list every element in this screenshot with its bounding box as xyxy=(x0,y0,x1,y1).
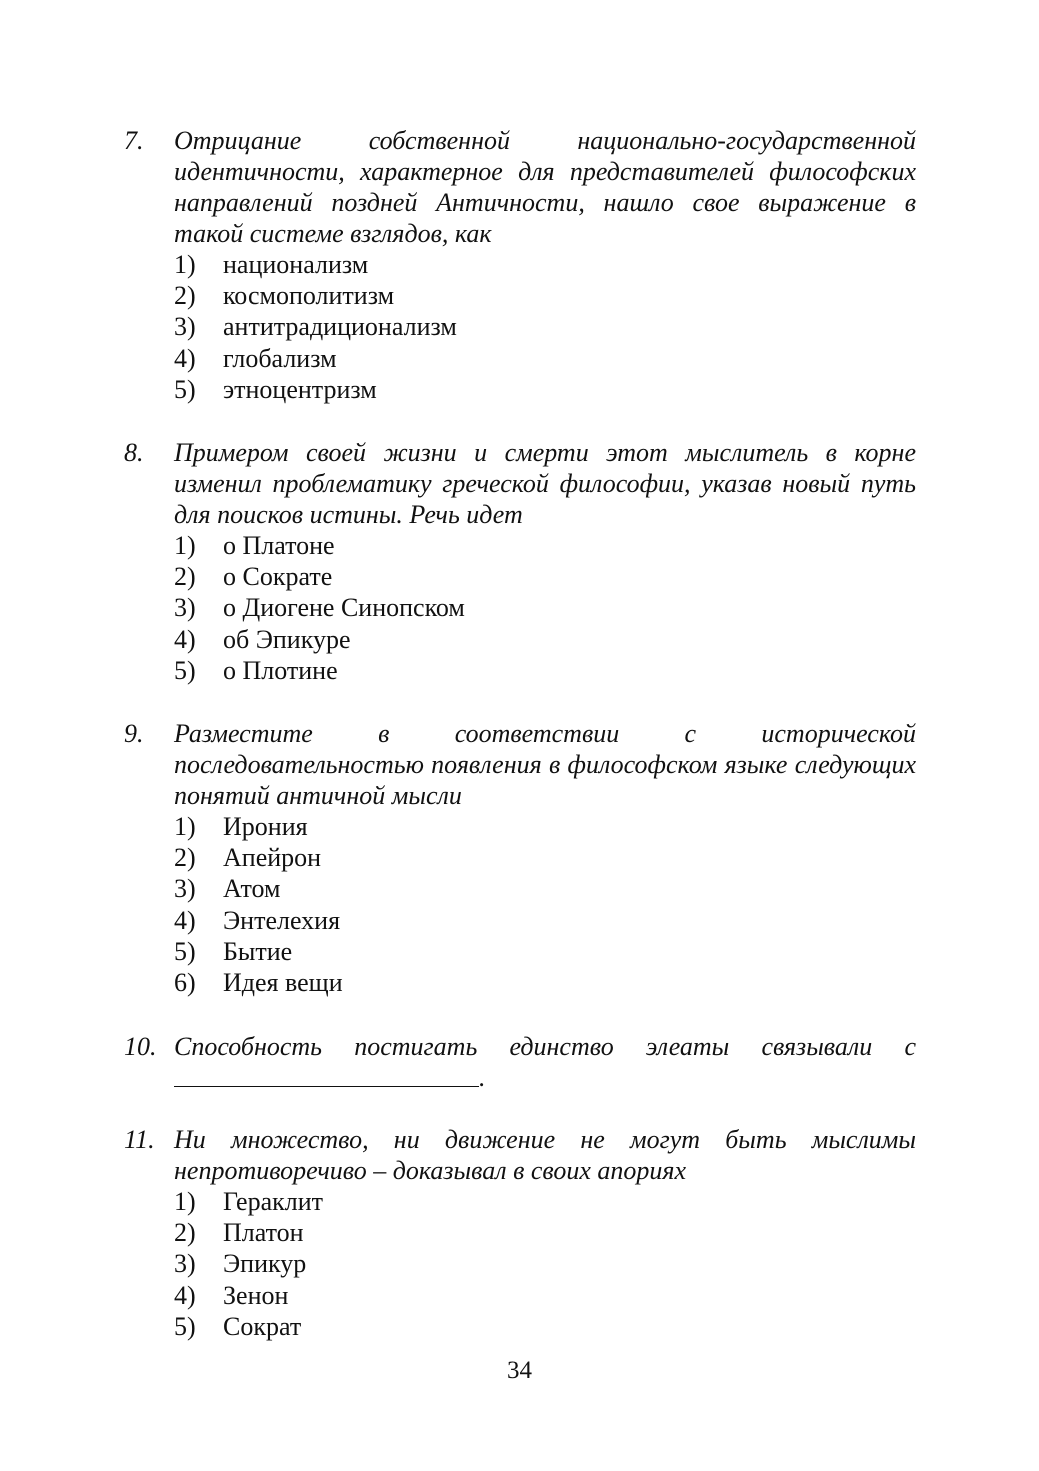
answer-option xyxy=(174,1248,916,1279)
option-number: 6) xyxy=(174,967,196,997)
blank-period: . xyxy=(479,1063,486,1092)
question-11 xyxy=(124,1124,916,1342)
option-number: 2) xyxy=(174,281,196,311)
option-label: о Плотине xyxy=(223,655,338,685)
option-number: 3) xyxy=(174,312,196,342)
answer-option xyxy=(174,592,916,623)
answer-option xyxy=(174,811,916,842)
option-number: 2) xyxy=(174,1218,196,1248)
option-number: 4) xyxy=(174,1280,196,1310)
option-number: 3) xyxy=(174,1249,196,1279)
answer-option xyxy=(174,249,916,280)
question-text: Ни множество, ни движение не могут быть мыслимы непротиворечиво – доказывал в своих апориях xyxy=(174,1125,916,1185)
answer-option xyxy=(174,936,916,967)
answer-option xyxy=(174,1186,916,1217)
option-label: Энтелехия xyxy=(223,905,341,935)
question-number: 7. xyxy=(124,126,144,155)
option-label: Платон xyxy=(223,1218,304,1248)
answer-option xyxy=(174,967,916,998)
answer-option xyxy=(174,343,916,374)
answer-options xyxy=(174,1186,916,1342)
answer-option xyxy=(174,530,916,561)
question-number: 11. xyxy=(124,1125,155,1154)
question-text: Примером своей жизни и смерти этот мыслитель в корне изменил проблематику греческой философии, указав новый путь для поисков истины. Речь идет xyxy=(174,438,916,529)
option-label: Эпикур xyxy=(223,1249,307,1279)
answer-option xyxy=(174,842,916,873)
answer-option xyxy=(174,1217,916,1248)
answer-blank[interactable] xyxy=(174,1062,916,1093)
page-number: 34 xyxy=(507,1357,532,1384)
answer-option xyxy=(174,624,916,655)
option-number: 2) xyxy=(174,562,196,592)
option-number: 5) xyxy=(174,1311,196,1341)
option-number: 1) xyxy=(174,1187,196,1216)
option-number: 5) xyxy=(174,936,196,966)
option-label: о Диогене Синопском xyxy=(223,593,465,623)
option-number: 4) xyxy=(174,343,196,373)
answer-options xyxy=(174,249,916,405)
option-label: Зенон xyxy=(223,1280,289,1310)
option-number: 4) xyxy=(174,905,196,935)
answer-option xyxy=(174,561,916,592)
option-number: 1) xyxy=(174,812,196,841)
answer-option xyxy=(174,1311,916,1342)
option-number: 1) xyxy=(174,531,196,560)
question-number: 10. xyxy=(124,1032,157,1061)
answer-options xyxy=(174,530,916,686)
option-label: Апейрон xyxy=(223,843,322,873)
answer-option xyxy=(174,873,916,904)
option-label: космополитизм xyxy=(223,281,395,311)
blank-underline xyxy=(174,1086,479,1087)
option-label: Сократ xyxy=(223,1311,302,1341)
question-number: 9. xyxy=(124,719,144,748)
option-label: Бытие xyxy=(223,936,293,966)
option-label: Гераклит xyxy=(223,1187,324,1216)
option-label: национализм xyxy=(223,250,369,279)
option-label: антитрадиционализм xyxy=(223,312,457,342)
question-text: Разместите в соответствии с исторической последовательностью появления в философском языке следующих понятий античной мысли xyxy=(174,719,916,810)
option-number: 1) xyxy=(174,250,196,279)
option-label: о Сократе xyxy=(223,562,333,592)
option-number: 3) xyxy=(174,593,196,623)
option-number: 4) xyxy=(174,624,196,654)
option-number: 5) xyxy=(174,374,196,404)
answer-option xyxy=(174,905,916,936)
answer-option xyxy=(174,311,916,342)
option-label: Идея вещи xyxy=(223,967,343,997)
option-label: глобализм xyxy=(223,343,337,373)
answer-options xyxy=(174,811,916,998)
answer-option xyxy=(174,655,916,686)
option-label: о Платоне xyxy=(223,531,335,560)
option-label: Ирония xyxy=(223,812,308,841)
option-number: 3) xyxy=(174,874,196,904)
option-label: об Эпикуре xyxy=(223,624,351,654)
answer-option xyxy=(174,1280,916,1311)
option-label: этноцентризм xyxy=(223,374,377,404)
question-10 xyxy=(124,1031,916,1093)
answer-option xyxy=(174,280,916,311)
answer-option xyxy=(174,374,916,405)
option-number: 2) xyxy=(174,843,196,873)
question-text: Способность постигать единство элеаты связывали с xyxy=(174,1032,916,1061)
question-9 xyxy=(124,718,916,998)
question-number: 8. xyxy=(124,438,144,467)
option-label: Атом xyxy=(223,874,281,904)
question-8 xyxy=(124,437,916,686)
question-text: Отрицание собственной национально-государственной идентичности, характерное для представителей философских направлений поздней Античности, нашло свое выражение в такой системе взглядов, как xyxy=(174,126,916,248)
option-number: 5) xyxy=(174,655,196,685)
question-7 xyxy=(124,125,916,405)
